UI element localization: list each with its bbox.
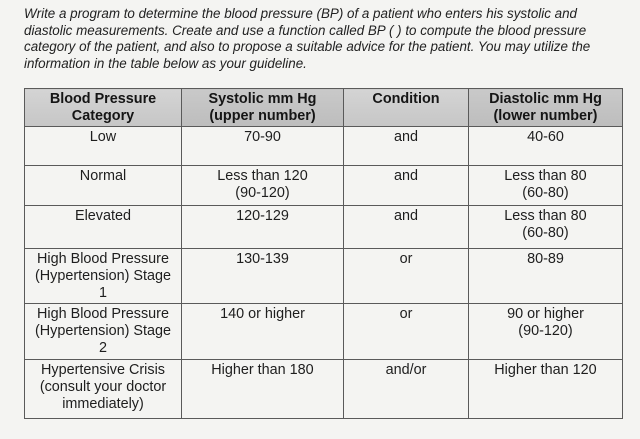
table-row [25, 206, 623, 249]
cell-condition [344, 249, 469, 304]
cell-text: Normal [79, 168, 127, 184]
header-text: (upper number) [209, 108, 316, 124]
header-text: Diastolic mm Hg [489, 91, 602, 107]
cell-text: (Hypertension) Stage [35, 268, 171, 284]
header-text: Condition [372, 91, 440, 107]
header-text: (lower number) [493, 108, 598, 124]
cell-systolic [182, 206, 344, 249]
cell-category [25, 249, 182, 304]
cell-text: and [393, 129, 418, 145]
cell-text: Less than 80 [504, 168, 587, 184]
cell-text: Hypertensive Crisis [41, 362, 165, 378]
cell-text: 130-139 [236, 251, 289, 267]
header-systolic [182, 89, 344, 127]
cell-diastolic [469, 304, 623, 360]
cell-text: Higher than 120 [494, 362, 597, 378]
cell-text: immediately) [62, 396, 144, 412]
table-row [25, 249, 623, 304]
cell-text: or [399, 251, 413, 267]
cell-text: and/or [385, 362, 427, 378]
cell-condition [344, 166, 469, 206]
cell-text: 70-90 [244, 129, 281, 145]
cell-text: (60-80) [522, 185, 569, 201]
cell-category [25, 166, 182, 206]
cell-systolic [182, 304, 344, 360]
cell-condition [344, 304, 469, 360]
cell-text: 120-129 [236, 208, 289, 224]
cell-text: Higher than 180 [211, 362, 314, 378]
header-diastolic [469, 89, 623, 127]
table-header-row [25, 89, 623, 127]
blood-pressure-table [24, 88, 623, 419]
cell-text: (90-120) [518, 323, 573, 339]
cell-condition [344, 360, 469, 419]
cell-text: Elevated [74, 208, 131, 224]
instructions-paragraph: Write a program to determine the blood pressure (BP) of a patient who enters his systolic and diastolic measurements. Create and use a function called BP ( ) to compute the blood pressure category of the patient, and also to propose a suitable advice for the patient. You may utilize the information in the table below as your guideline. [24, 6, 591, 71]
cell-diastolic [469, 127, 623, 166]
table-row [25, 360, 623, 419]
cell-text: Less than 80 [504, 208, 587, 224]
table-row [25, 166, 623, 206]
cell-text: (90-120) [235, 185, 290, 201]
header-text: Blood Pressure [49, 91, 157, 107]
cell-text: (consult your doctor [39, 379, 167, 395]
cell-text: 1 [98, 285, 107, 301]
header-condition [344, 89, 469, 127]
header-category [25, 89, 182, 127]
header-text: Systolic mm Hg [208, 91, 317, 107]
cell-category [25, 127, 182, 166]
cell-systolic [182, 127, 344, 166]
cell-text: 140 or higher [220, 306, 305, 322]
cell-diastolic [469, 206, 623, 249]
cell-condition [344, 127, 469, 166]
table-row [25, 127, 623, 166]
cell-text: and [393, 208, 418, 224]
cell-diastolic [469, 360, 623, 419]
cell-category [25, 360, 182, 419]
cell-text: 90 or higher [507, 306, 584, 322]
table-row [25, 304, 623, 360]
cell-systolic [182, 360, 344, 419]
cell-text: Less than 120 [217, 168, 308, 184]
cell-text: (Hypertension) Stage [35, 323, 171, 339]
cell-text: High Blood Pressure [37, 251, 169, 267]
cell-text: Low [89, 129, 117, 145]
cell-category [25, 304, 182, 360]
cell-text: 80-89 [527, 251, 564, 267]
cell-text: or [399, 306, 413, 322]
header-text: Category [71, 108, 135, 124]
cell-text: 40-60 [527, 129, 564, 145]
cell-text: 2 [98, 340, 107, 356]
cell-systolic [182, 166, 344, 206]
cell-text: High Blood Pressure [37, 306, 169, 322]
cell-diastolic [469, 249, 623, 304]
cell-text: (60-80) [522, 225, 569, 241]
cell-diastolic [469, 166, 623, 206]
cell-condition [344, 206, 469, 249]
cell-text: and [393, 168, 418, 184]
cell-systolic [182, 249, 344, 304]
cell-category [25, 206, 182, 249]
